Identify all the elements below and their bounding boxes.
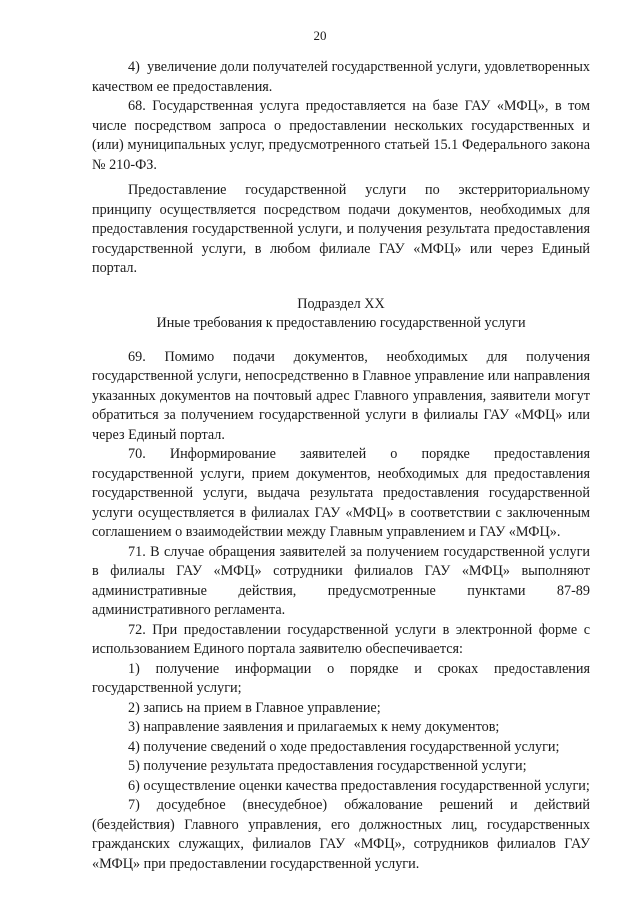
paragraph-72: 72. При предоставлении государственной услуги в электронной форме с использованием Единого портала заявителю обеспечивается: <box>92 621 590 657</box>
subsection-body <box>92 348 590 875</box>
paragraph-70: 70. Информирование заявителей о порядке предоставления государственной услуги, прием документов, необходимых для предоставления государственной услуги, выдача результата предоставления государственной услуги осуществляется в филиалах ГАУ «МФЦ» в соответствии с заключенным соглашением о взаимодействии между Главным управлением и ГАУ «МФЦ». <box>92 446 590 540</box>
list-item-7: 7) досудебное (внесудебное) обжалование решений и действий (бездействия) Главного управления, его должностных лиц, государственных гражданских служащих, филиалов ГАУ «МФЦ», сотрудников филиалов ГАУ «МФЦ» при предоставлении государственной услуги. <box>92 797 590 872</box>
document-body <box>92 58 590 874</box>
page-number: 20 <box>313 28 327 43</box>
paragraph-item-4: 4) увеличение доли получателей государственной услуги, удовлетворенных качеством ее предоставления. <box>92 59 590 95</box>
subsection-heading: Подраздел XX <box>297 295 385 312</box>
list-item-1: 1) получение информации о порядке и сроках предоставления государственной услуги; <box>92 660 590 696</box>
subsection-header <box>92 295 590 334</box>
subsection-title: Иные требования к предоставлению государственной услуги <box>156 315 526 331</box>
list-item-6: 6) осуществление оценки качества предоставления государственной услуги; <box>128 777 590 794</box>
paragraph-71: 71. В случае обращения заявителей за получением государственной услуги в филиалы ГАУ «МФЦ» сотрудники филиалов ГАУ «МФЦ» выполняют административные действия, предусмотренные пунктами 87-89 административного регламента. <box>92 543 590 618</box>
list-item-2: 2) запись на прием в Главное управление; <box>128 699 381 716</box>
paragraph-68: 68. Государственная услуга предоставляется на базе ГАУ «МФЦ», в том числе посредством запроса о предоставлении нескольких государственных и (или) муниципальных услуг, предусмотренного статьей 15.1 Федерального закона № 210-ФЗ. <box>92 98 590 173</box>
paragraph-69: 69. Помимо подачи документов, необходимых для получения государственной услуги, непосредственно в Главное управление или направления указанных документов на почтовый адрес Главного управления, заявители могут обратиться за получением государственной услуги в филиалы ГАУ «МФЦ» или через Единый портал. <box>92 348 590 443</box>
list-item-5: 5) получение результата предоставления государственной услуги; <box>128 758 527 774</box>
list-item-4: 4) получение сведений о ходе предоставления государственной услуги; <box>128 738 560 755</box>
paragraph-extraterritorial: Предоставление государственной услуги по экстерриториальному принципу осуществляется посредством подачи документов, необходимых для предоставления государственной услуги, и получения результата предоставления государственной услуги, в любом филиале ГАУ «МФЦ» или через Единый портал. <box>92 182 590 276</box>
list-item-3: 3) направление заявления и прилагаемых к нему документов; <box>128 719 500 735</box>
